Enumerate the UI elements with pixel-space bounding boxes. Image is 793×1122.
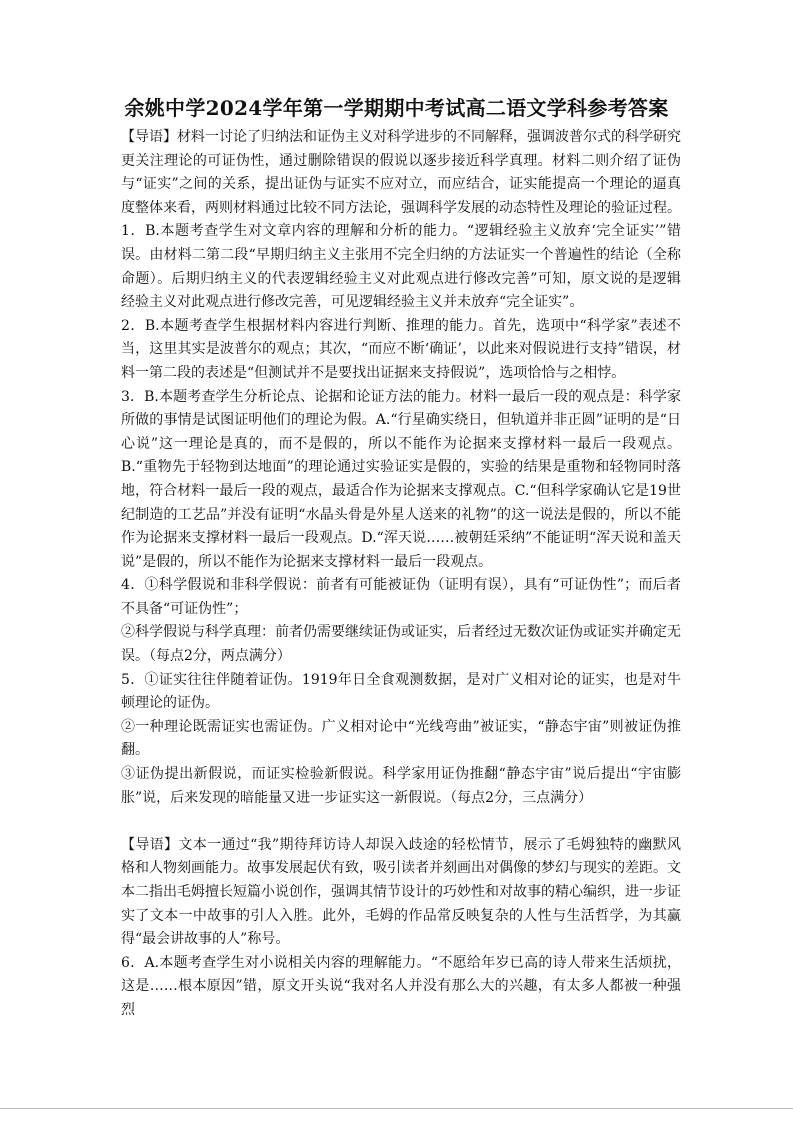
answer-5-point-3: ③证伪提出新假说，而证实检验新假说。科学家用证伪推翻“静态宇宙”说后提出“宇宙膨胀”说，后来发现的暗能量又进一步证实这一新假说。（每点2分，三点满分） [121, 766, 681, 806]
answer-2: 2．B.本题考查学生根据材料内容进行判断、推理的能力。首先，选项中“科学家”表述不当，这里其实是波普尔的观点；其次，“而应不断‘确证’，以此来对假说进行支持”错误，材料一第二段的表述是“但测试并不是要找出证据来支持假说”，选项恰恰与之相悖。 [121, 317, 681, 381]
paragraph-gap [121, 810, 681, 834]
answer-3: 3．B.本题考查学生分析论点、论据和论证方法的能力。材料一最后一段的观点是：科学家所做的事情是试图证明他们的理论为假。A.“行星确实绕日，但轨道并非正圆”证明的是“日心说”这一理论是真的，而不是假的，所以不能作为论据来支撑材料一最后一段观点。B.“重物先于轻物到达地面”的理论通过实验证实是假的，实验的结果是重物和轻物同时落地，符合材料一最后一段的观点，最适合作为论据来支撑观点。C.“但科学家确认它是19世纪制造的工艺品”并没有证明“水晶头骨是外星人送来的礼物”的这一说法是假的，所以不能作为论据来支撑材料一最后一段观点。D.“浑天说……被朝廷采纳”不能证明“浑天说和盖天说”是假的，所以不能作为论据来支撑材料一最后一段观点。 [121, 388, 681, 570]
intro-paragraph-2: 【导语】文本一通过“我”期待拜访诗人却误入歧途的轻松情节，展示了毛姆独特的幽默风格和人物刻画能力。故事发展起伏有致，吸引读者并刻画出对偶像的梦幻与现实的差距。文本二指出毛姆擅长短篇小说创作，强调其情节设计的巧妙性和对故事的精心编织，进一步证实了文本一中故事的引人入胜。此外，毛姆的作品常反映复杂的人性与生活哲学，为其赢得“最会讲故事的人”称号。 [121, 836, 681, 948]
answer-6: 6．A.本题考查学生对小说相关内容的理解能力。“不愿给年岁已高的诗人带来生活烦扰，这是……根本原因”错，原文开头说“我对名人并没有那么大的兴趣，有太多人都被一种强烈 [121, 954, 681, 1018]
answer-body [121, 126, 681, 1023]
answer-5-point-1: 5．①证实往往伴随着证伪。1919年日全食观测数据，是对广义相对论的证实，也是对牛顿理论的证伪。 [121, 671, 681, 712]
page-title: 余姚中学2024学年第一学期期中考试高二语文学科参考答案 [124, 96, 669, 120]
page-bottom-divider [0, 1108, 793, 1109]
answer-5-point-2: ②一种理论既需证实也需证伪。广义相对论中“光线弯曲”被证实，“静态宇宙”则被证伪推翻。 [121, 718, 681, 759]
answer-4-point-1: 4．①科学假说和非科学假说：前者有可能被证伪（证明有误），具有“可证伪性”；而后者不具备“可证伪性”； [121, 577, 681, 617]
answer-4-point-2: ②科学假说与科学真理：前者仍需要继续证伪或证实，后者经过无数次证伪或证实并确定无误。（每点2分，两点满分） [121, 624, 681, 665]
intro-paragraph-1: 【导语】材料一讨论了归纳法和证伪主义对科学进步的不同解释，强调波普尔式的科学研究更关注理论的可证伪性，通过删除错误的假说以逐步接近科学真理。材料二则介绍了证伪与“证实”之间的关系，提出证伪与证实不应对立，而应结合，证实能提高一个理论的逼真度整体来看，两则材料通过比较不同方法论，强调科学发展的动态特性及理论的验证过程。 [121, 129, 681, 216]
answer-1: 1．B.本题考查学生对文章内容的理解和分析的能力。“逻辑经验主义放弃‘完全证实’”错误。由材料二第二段“早期归纳主义主张用不完全归纳的方法证实一个普遍性的结论（全称命题）。后期归纳主义的代表逻辑经验主义对此观点进行修改完善”可知，原文说的是逻辑经验主义对此观点进行修改完善，可见逻辑经验主义并未放弃“完全证实”。 [121, 223, 681, 311]
